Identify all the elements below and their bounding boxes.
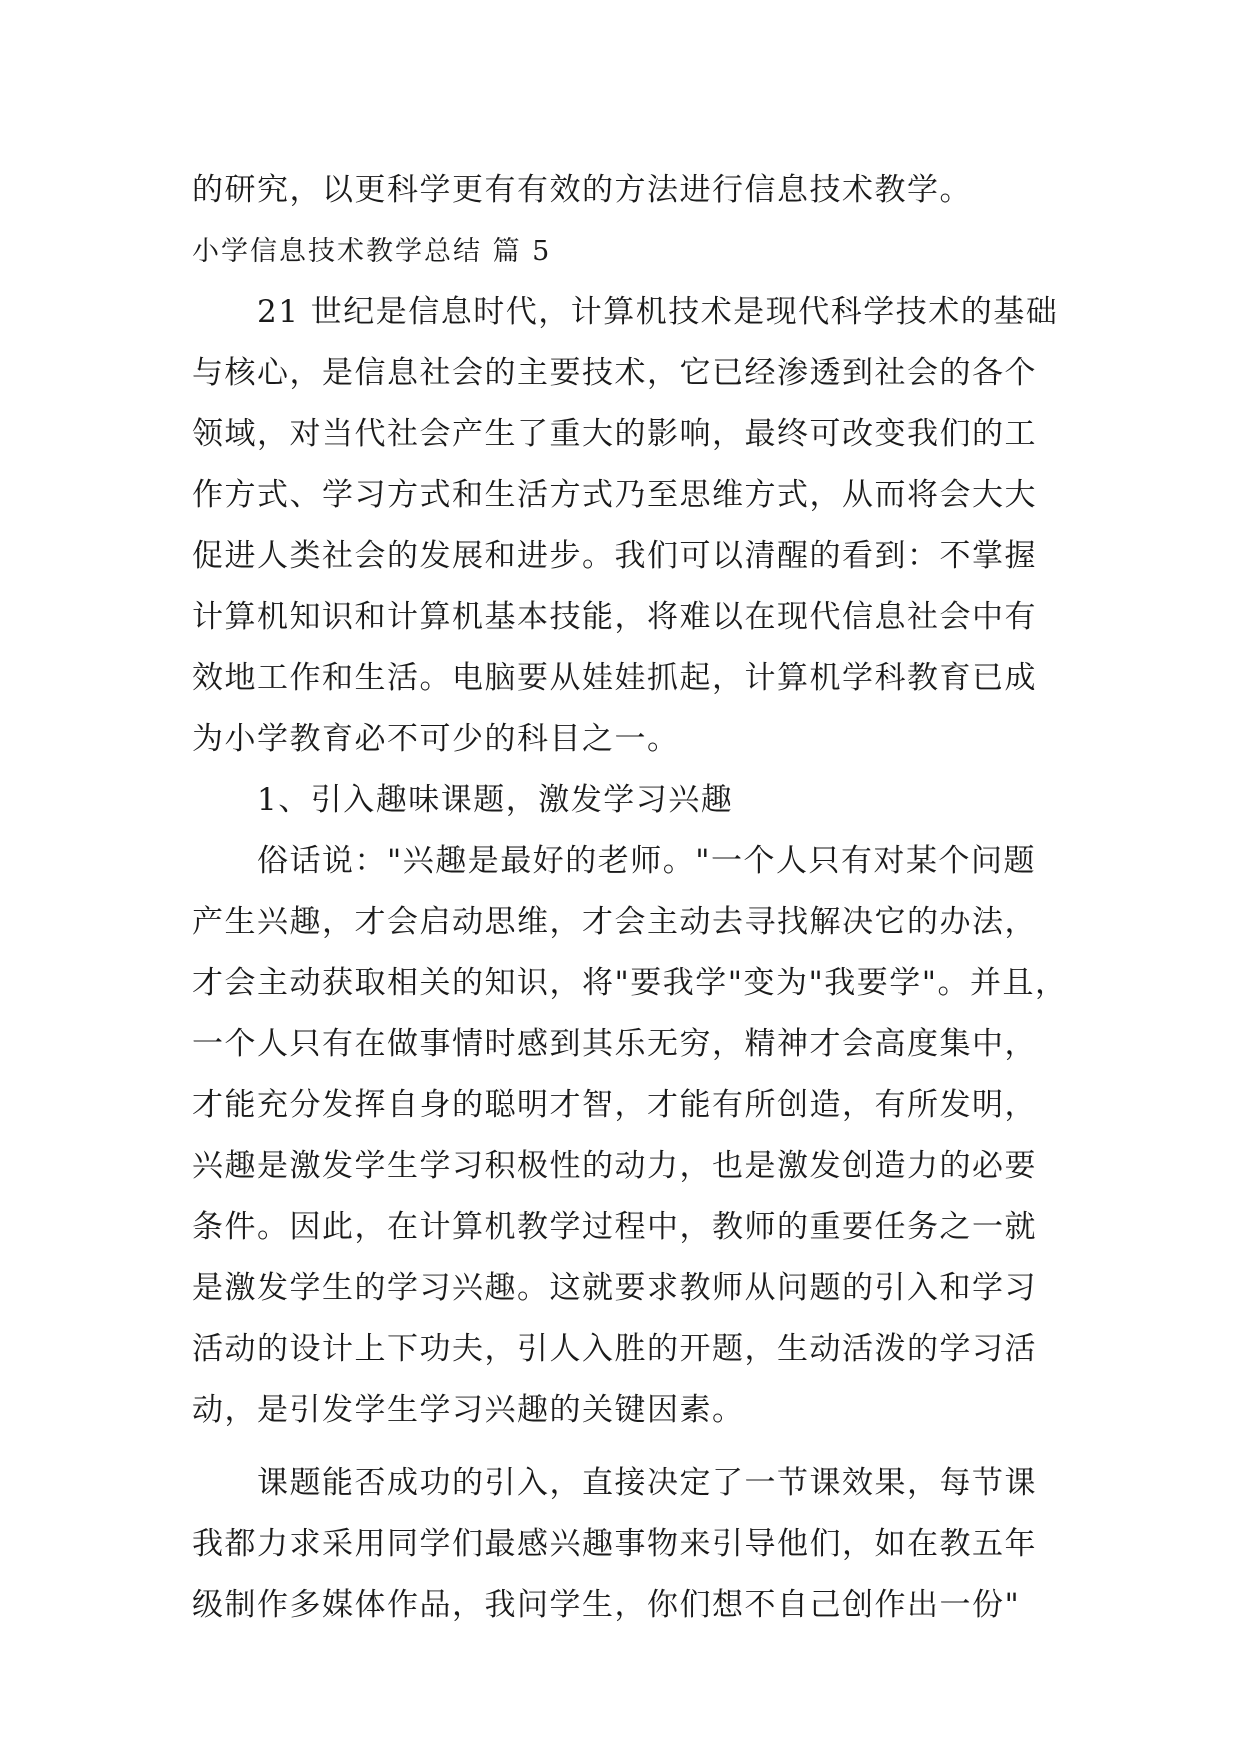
section-heading: 小学信息技术教学总结 篇 5 [192,236,552,267]
text-line: 计算机知识和计算机基本技能，将难以在现代信息社会中有 [192,599,1037,635]
document-body [192,160,1072,1636]
text-line: 课题能否成功的引入，直接决定了一节课效果，每节课 [192,1465,1037,1501]
text-line: 俗话说："兴趣是最好的老师。"一个人只有对某个问题 [192,843,1037,879]
text-line: 活动的设计上下功夫，引人入胜的开题，生动活泼的学习活 [192,1331,1037,1367]
text-line: 促进人类社会的发展和进步。我们可以清醒的看到：不掌握 [192,538,1037,574]
text-line: 动，是引发学生学习兴趣的关键因素。 [192,1392,745,1428]
text-line: 产生兴趣，才会启动思维，才会主动去寻找解决它的办法， [192,904,1037,940]
text-line: 兴趣是激发学生学习积极性的动力，也是激发创造力的必要 [192,1148,1037,1184]
text-line: 为小学教育必不可少的科目之一。 [192,721,680,757]
text-line: 21 世纪是信息时代，计算机技术是现代科学技术的基础 [192,294,1059,330]
text-line: 领域，对当代社会产生了重大的影响，最终可改变我们的工 [192,416,1037,452]
text-line: 的研究，以更科学更有有效的方法进行信息技术教学。 [192,172,972,208]
text-line: 效地工作和生活。电脑要从娃娃抓起，计算机学科教育已成 [192,660,1037,696]
text-line: 才能充分发挥自身的聪明才智，才能有所创造，有所发明， [192,1087,1037,1123]
text-line: 与核心，是信息社会的主要技术，它已经渗透到社会的各个 [192,355,1037,391]
text-line: 才会主动获取相关的知识，将"要我学"变为"我要学"。并且， [192,965,1068,1001]
text-line: 作方式、学习方式和生活方式乃至思维方式，从而将会大大 [192,477,1037,513]
text-line: 条件。因此，在计算机教学过程中，教师的重要任务之一就 [192,1209,1037,1245]
subheading-line: 1、引入趣味课题，激发学习兴趣 [192,782,734,818]
text-line: 是激发学生的学习兴趣。这就要求教师从问题的引入和学习 [192,1270,1037,1306]
text-line: 级制作多媒体作品，我问学生，你们想不自己创作出一份" [192,1587,1021,1623]
text-line: 一个人只有在做事情时感到其乐无穷，精神才会高度集中， [192,1026,1037,1062]
text-line: 我都力求采用同学们最感兴趣事物来引导他们，如在教五年 [192,1526,1037,1562]
